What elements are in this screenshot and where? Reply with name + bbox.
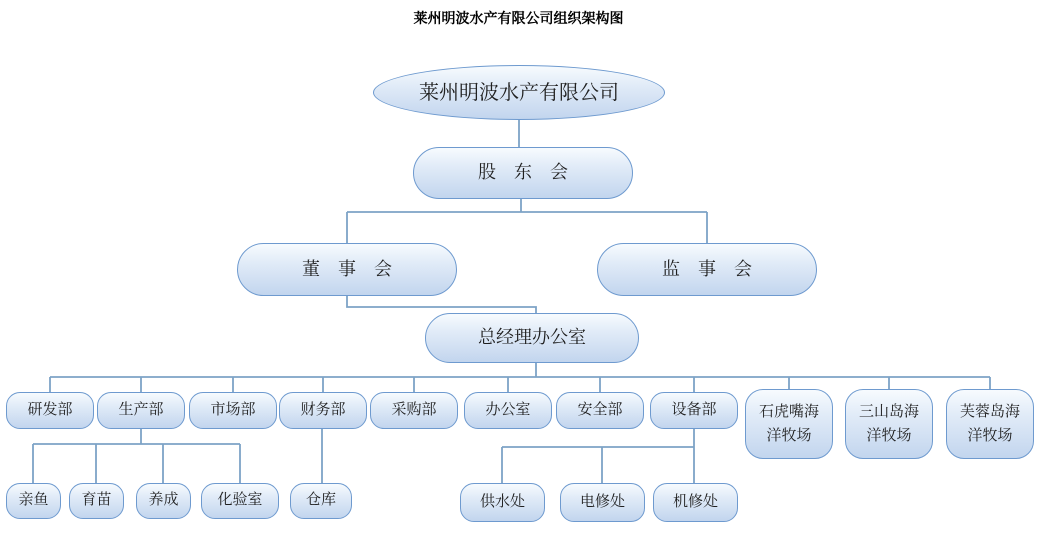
node-equipment-dept: 设备部 <box>650 392 738 429</box>
node-supervisory-board: 监 事 会 <box>597 243 817 296</box>
node-company: 莱州明波水产有限公司 <box>373 65 665 120</box>
node-electrical-repair: 电修处 <box>560 483 645 522</box>
chart-title: 莱州明波水产有限公司组织架构图 <box>413 10 624 26</box>
node-board-of-directors: 董 事 会 <box>237 243 457 296</box>
node-label: 芙蓉岛海洋牧场 <box>959 404 1020 444</box>
node-furongdao-ranch <box>946 389 1034 459</box>
node-lab: 化验室 <box>201 483 279 519</box>
node-shihuzui-ranch <box>745 389 833 459</box>
node-safety-dept: 安全部 <box>556 392 644 429</box>
node-shareholders-meeting: 股 东 会 <box>413 147 633 199</box>
node-marketing-dept: 市场部 <box>189 392 277 429</box>
node-mechanical-repair: 机修处 <box>653 483 738 522</box>
node-warehouse: 仓库 <box>290 483 352 519</box>
node-water-supply: 供水处 <box>460 483 545 522</box>
node-growout: 养成 <box>136 483 191 519</box>
node-nursery: 育苗 <box>69 483 124 519</box>
node-gm-office: 总经理办公室 <box>425 313 639 363</box>
node-production-dept: 生产部 <box>97 392 185 429</box>
node-sanshandao-ranch <box>845 389 933 459</box>
node-admin-office: 办公室 <box>464 392 552 429</box>
node-broodstock: 亲鱼 <box>6 483 61 519</box>
node-label: 三山岛海洋牧场 <box>858 404 919 444</box>
node-label: 石虎嘴海洋牧场 <box>758 404 819 444</box>
node-finance-dept: 财务部 <box>279 392 367 429</box>
node-purchasing-dept: 采购部 <box>370 392 458 429</box>
node-rd-dept: 研发部 <box>6 392 94 429</box>
